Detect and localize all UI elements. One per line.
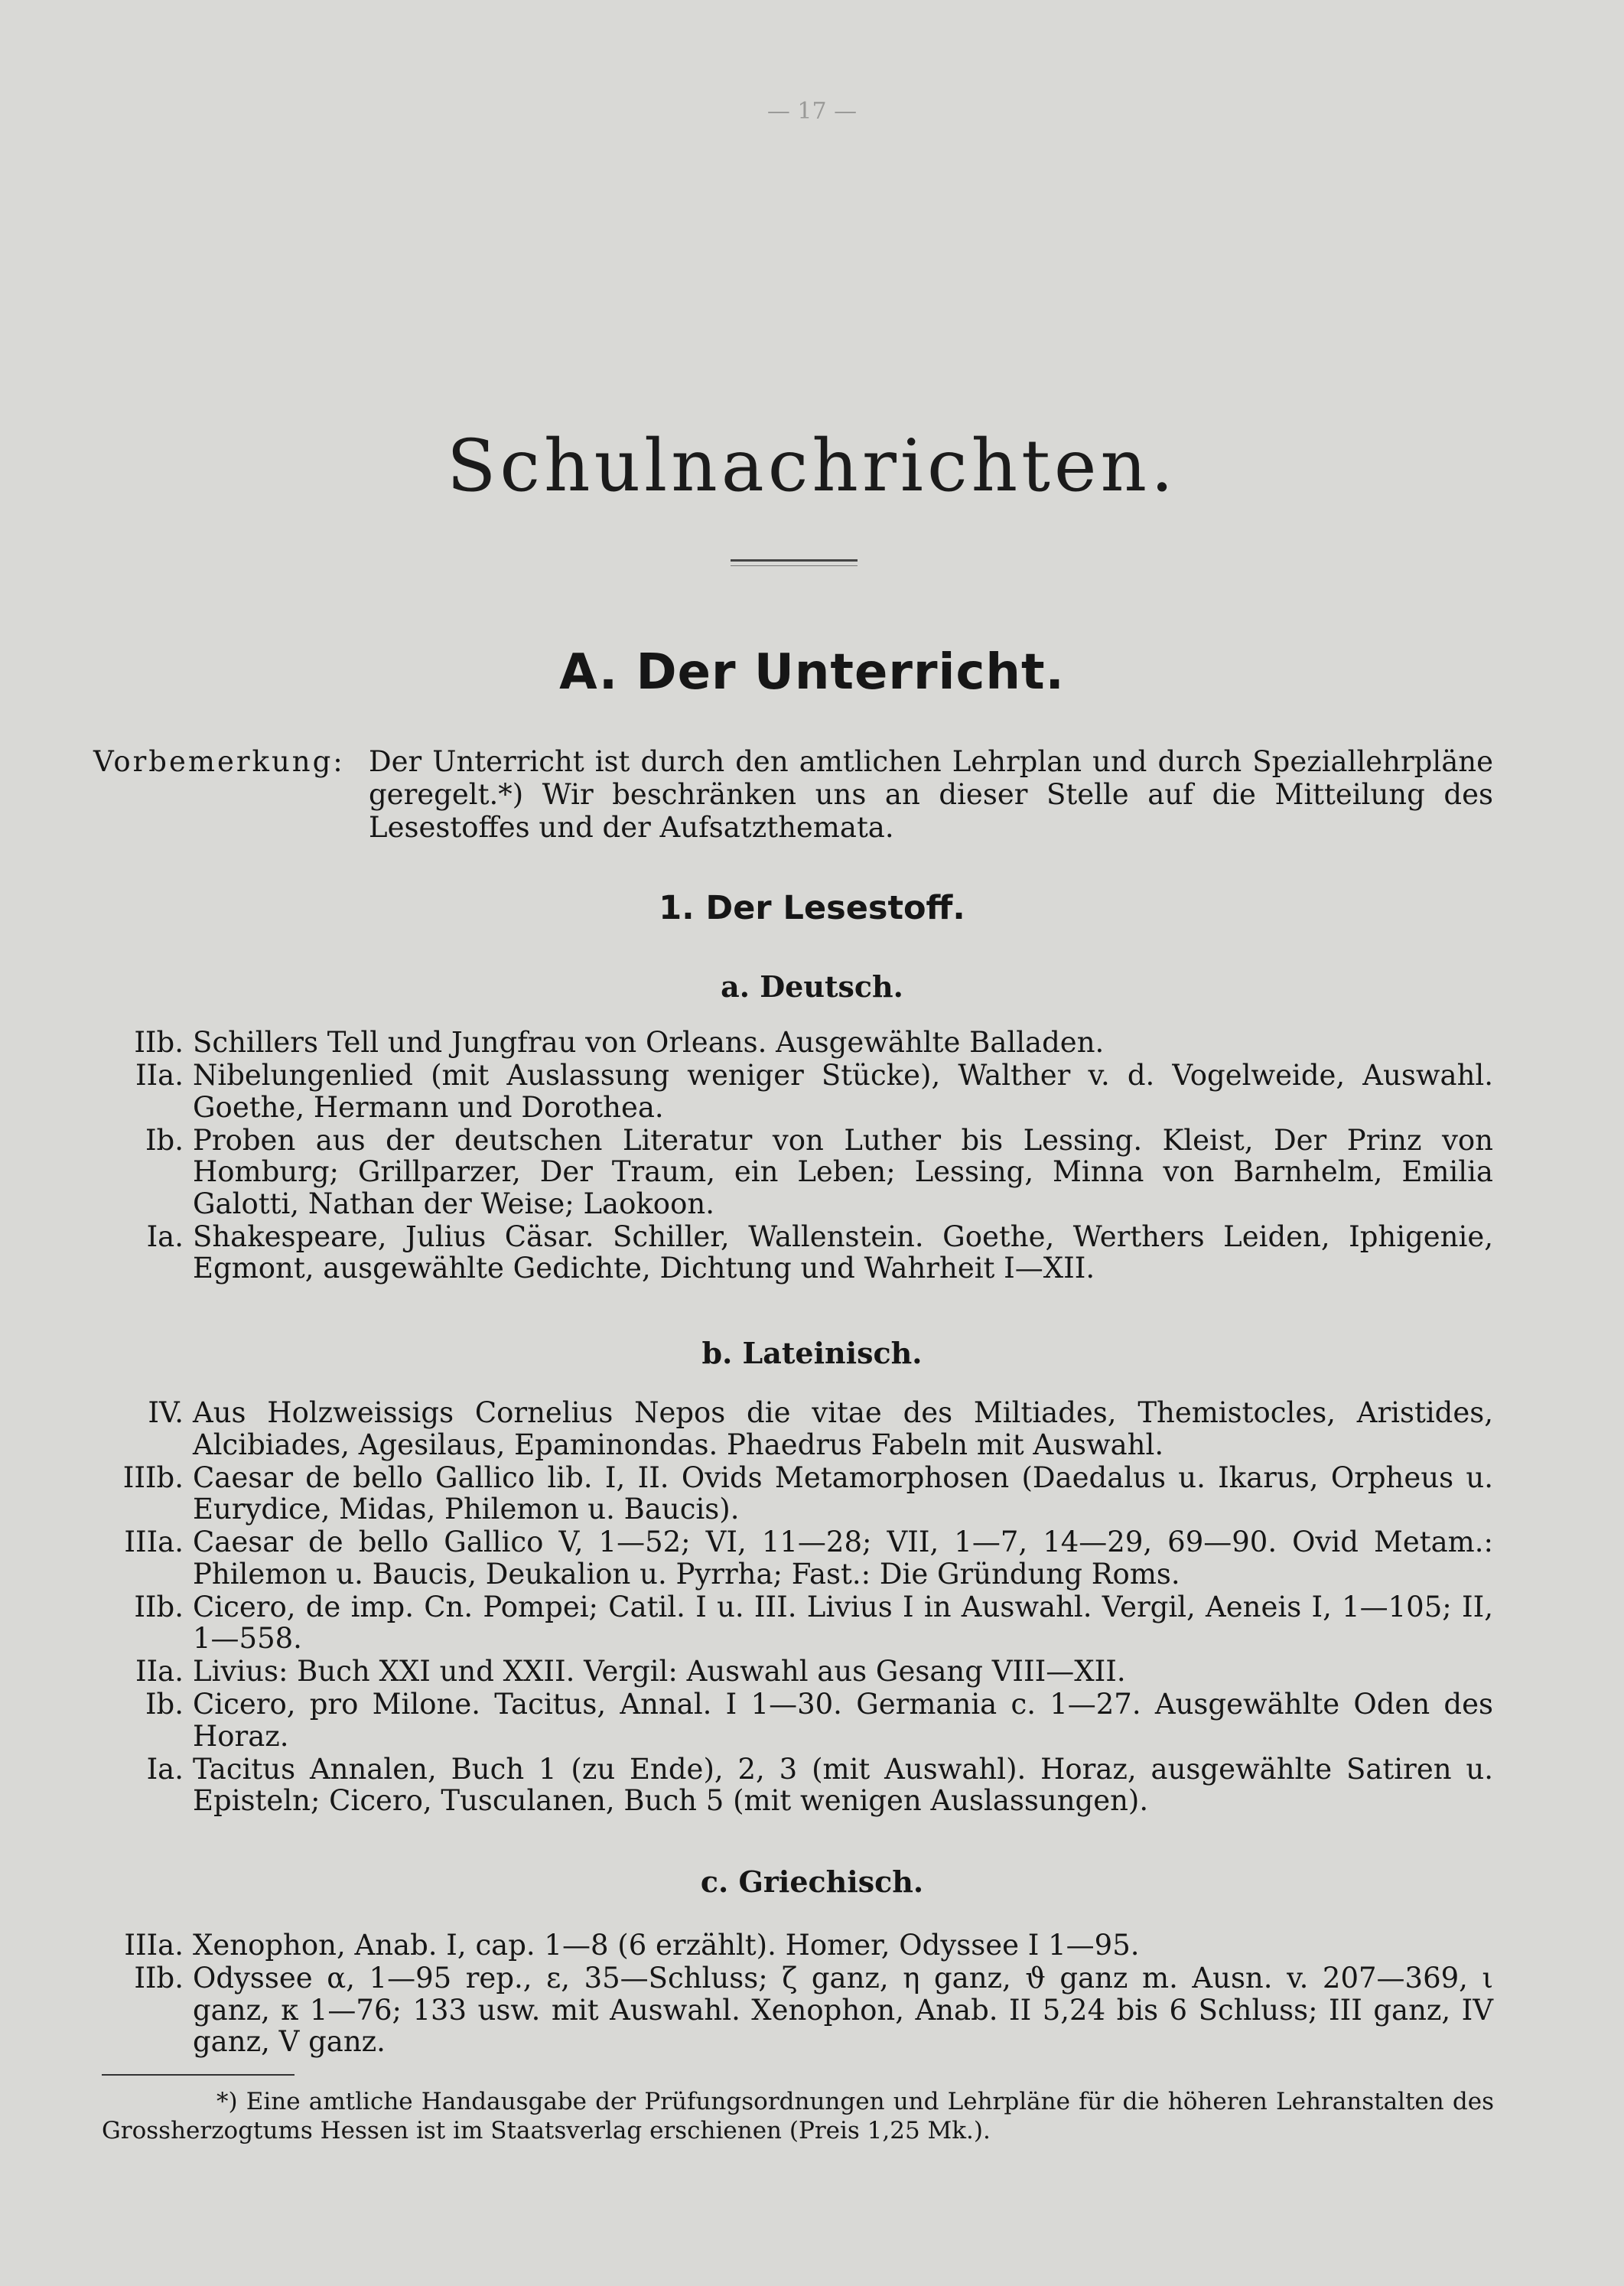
list-item: [107, 1656, 1493, 1688]
class-label: IIIb.: [122, 1460, 184, 1494]
entry-text: Livius: Buch XXI und XXII. Vergil: Auswahl aus Gesang VIII—XII.: [193, 1655, 1126, 1688]
entry-text: Xenophon, Anab. I, cap. 1—8 (6 erzählt). Homer, Odyssee I 1—95.: [193, 1929, 1140, 1962]
category-heading-deutsch: a. Deutsch.: [721, 969, 903, 1004]
list-item: [107, 1125, 1493, 1220]
entry-text: Shakespeare, Julius Cäsar. Schiller, Wallenstein. Goethe, Werthers Leiden, Iphigenie, Egmont, ausgewählte Gedichte, Dichtung und Wahrheit I—XII.: [193, 1220, 1493, 1285]
class-label: Ib.: [145, 1123, 184, 1157]
title-rule: [731, 559, 858, 562]
subheading-lesestoff: 1. Der Lesestoff.: [659, 889, 965, 927]
list-item: [107, 1688, 1493, 1752]
footnote: *) Eine amtliche Handausgabe der Prüfungsordnungen und Lehrpläne für die höheren Lehranstalten des Grossherzogtums Hessen ist im Staatsverlag erschienen (Preis 1,25 Mk.).: [102, 2088, 1494, 2144]
class-label: IIb.: [134, 1026, 184, 1059]
page-number: — 17 —: [766, 98, 858, 125]
class-label: IIIa.: [124, 1929, 184, 1962]
page-title: Schulnachrichten.: [447, 425, 1177, 508]
entry-text: Schillers Tell und Jungfrau von Orleans. Ausgewählte Balladen.: [193, 1026, 1105, 1059]
entry-list-lateinisch: [107, 1397, 1493, 1818]
preliminary-note: [93, 745, 1493, 844]
entry-text: Caesar de bello Gallico lib. I, II. Ovids Metamorphosen (Daedalus u. Ikarus, Orpheus u. Eurydice, Midas, Philemon u. Baucis).: [193, 1460, 1493, 1526]
class-label: IIb.: [134, 1590, 184, 1623]
list-item: [107, 1526, 1493, 1590]
list-item: [107, 1221, 1493, 1285]
list-item: [107, 1060, 1493, 1123]
footnote-rule: [102, 2074, 295, 2076]
entry-text: Odyssee α, 1—95 rep., ε, 35—Schluss; ζ ganz, η ganz, ϑ ganz m. Ausn. v. 207—369, ι ganz, κ 1—76; 133 usw. mit Auswahl. Xenophon, Anab. II 5,24 bis 6 Schluss; III ganz, IV ganz, V ganz.: [193, 1962, 1493, 2058]
entry-text: Nibelungenlied (mit Auslassung weniger Stücke), Walther v. d. Vogelweide, Auswahl. Goethe, Hermann und Dorothea.: [193, 1059, 1493, 1124]
list-item: [107, 1397, 1493, 1460]
entry-text: Cicero, pro Milone. Tacitus, Annal. I 1—30. Germania c. 1—27. Ausgewählte Oden des Horaz.: [193, 1688, 1493, 1753]
category-heading-griechisch: c. Griechisch.: [700, 1864, 924, 1899]
title-rule-thin: [731, 565, 858, 566]
list-item: [107, 1929, 1493, 1962]
entry-text: Caesar de bello Gallico V, 1—52; VI, 11—28; VII, 1—7, 14—29, 69—90. Ovid Metam.: Philemon u. Baucis, Deukalion u. Pyrrha; Fast.: Die Gründung Roms.: [193, 1526, 1493, 1591]
class-label: Ib.: [145, 1688, 184, 1721]
list-item: [107, 1027, 1493, 1059]
list-item: [107, 1754, 1493, 1817]
entry-list-deutsch: [107, 1027, 1493, 1285]
entry-text: Proben aus der deutschen Literatur von Luther bis Lessing. Kleist, Der Prinz von Homburg; Grillparzer, Der Traum, ein Leben; Lessing, Minna von Barnhelm, Emilia Galotti, Nathan der Weise; Laokoon.: [193, 1123, 1493, 1220]
preliminary-label: Vorbemerkung:: [93, 745, 345, 778]
class-label: IIa.: [135, 1059, 184, 1092]
class-label: IV.: [148, 1396, 184, 1429]
category-heading-lateinisch: b. Lateinisch.: [701, 1336, 923, 1370]
entry-text: Cicero, de imp. Cn. Pompei; Catil. I u. III. Livius I in Auswahl. Vergil, Aeneis I, 1—105; II, 1—558.: [193, 1590, 1493, 1655]
entry-text: Aus Holzweissigs Cornelius Nepos die vitae des Miltiades, Themistocles, Aristides, Alcibiades, Agesilaus, Epaminondas. Phaedrus Fabeln mit Auswahl.: [193, 1396, 1493, 1461]
section-title: A. Der Unterricht.: [559, 644, 1065, 701]
entry-text: Tacitus Annalen, Buch 1 (zu Ende), 2, 3 (mit Auswahl). Horaz, ausgewählte Satiren u. Episteln; Cicero, Tusculanen, Buch 5 (mit wenigen Auslassungen).: [193, 1752, 1493, 1817]
entry-list-griechisch: [107, 1929, 1493, 2059]
class-label: Ia.: [146, 1220, 184, 1253]
class-label: IIIa.: [124, 1526, 184, 1558]
list-item: [107, 1962, 1493, 2058]
class-label: IIa.: [135, 1655, 184, 1688]
class-label: IIb.: [134, 1962, 184, 1995]
list-item: [107, 1462, 1493, 1526]
preliminary-text: Der Unterricht ist durch den amtlichen Lehrplan und durch Speziallehrpläne geregelt.*) Wir beschränken uns an dieser Stelle auf die Mitteilung des Lesestoffes und der Aufsatzthemata.: [369, 745, 1493, 844]
class-label: Ia.: [146, 1752, 184, 1786]
list-item: [107, 1591, 1493, 1655]
